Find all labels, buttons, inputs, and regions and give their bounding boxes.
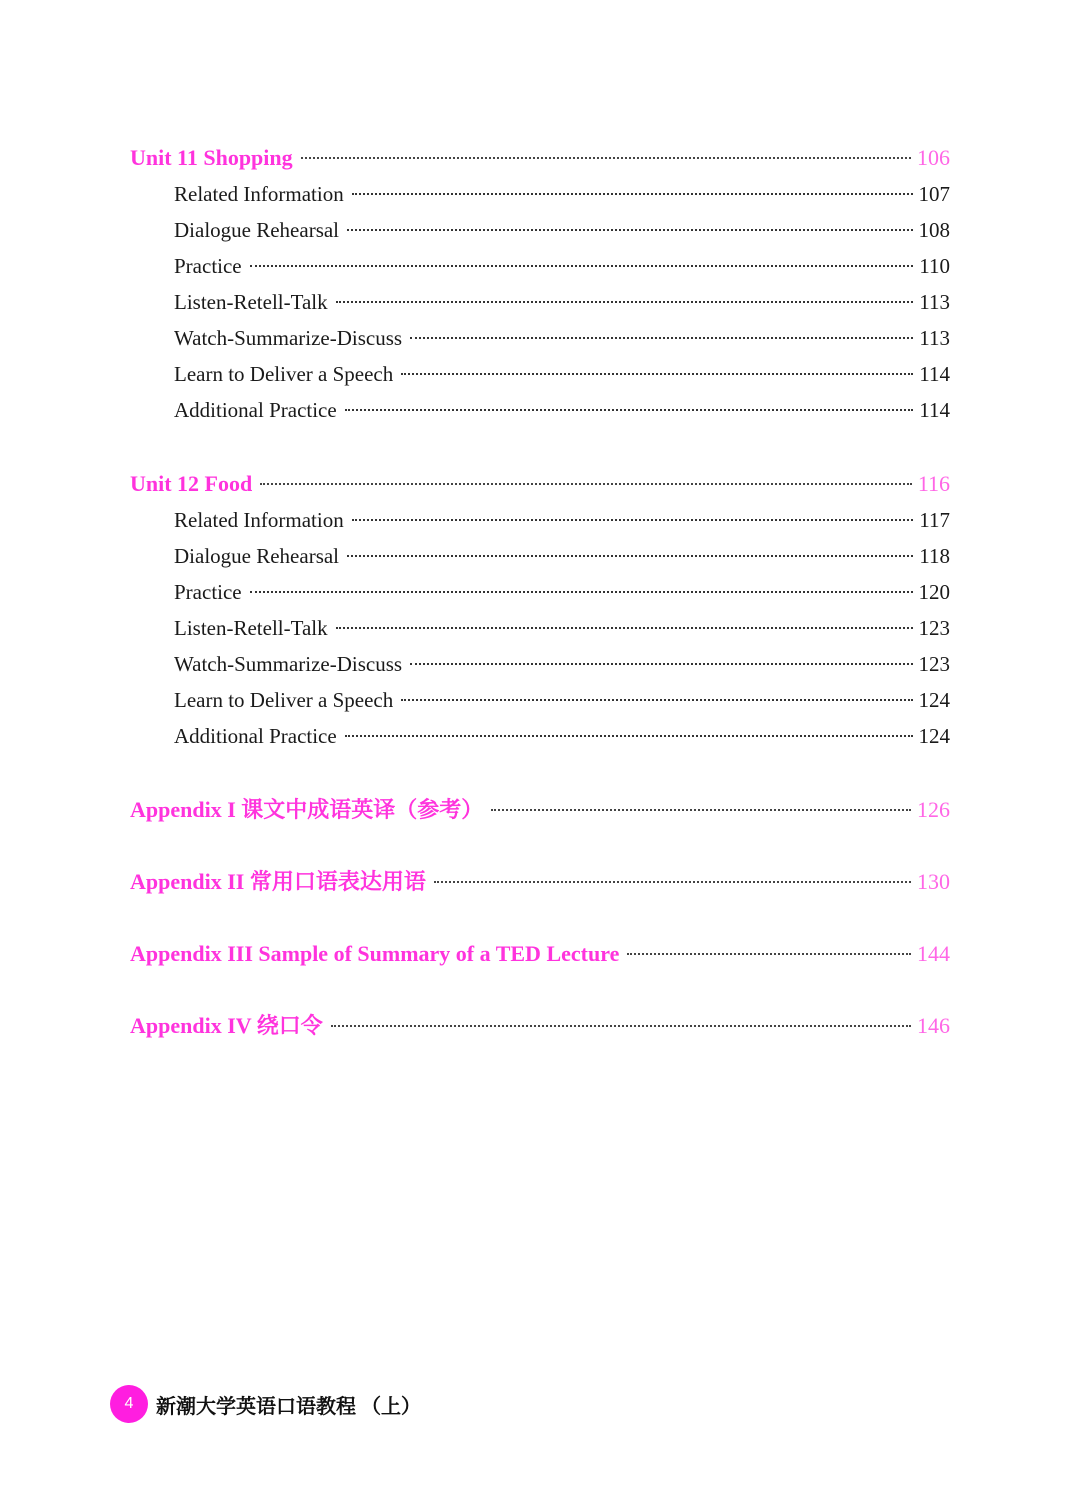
toc-entry[interactable]	[130, 502, 950, 538]
toc-entry-label: Watch-Summarize-Discuss	[174, 652, 403, 676]
toc-entry-page: 130	[917, 869, 950, 894]
toc-entry-page: 123	[918, 652, 950, 676]
leader-dots	[401, 373, 913, 375]
leader-dots	[336, 627, 913, 629]
toc-appendix-1[interactable]	[130, 792, 950, 828]
toc-appendix-2[interactable]	[130, 864, 950, 900]
toc-entry-page: 107	[918, 182, 950, 206]
leader-dots	[250, 591, 913, 593]
toc-entry[interactable]	[130, 718, 950, 754]
toc-entry[interactable]	[130, 284, 950, 320]
book-title: 新潮大学英语口语教程 （上）	[156, 1395, 421, 1418]
toc-entry-label: Additional Practice	[174, 398, 337, 422]
toc-appendix-4[interactable]	[130, 1008, 950, 1044]
toc-entry[interactable]	[130, 646, 950, 682]
toc-entry-page: 124	[918, 724, 950, 748]
leader-dots	[627, 953, 911, 955]
toc-unit-12-heading[interactable]	[130, 466, 950, 502]
toc-entry-page: 120	[918, 580, 950, 604]
page-number-badge: 4	[110, 1385, 148, 1423]
toc-entry[interactable]	[130, 574, 950, 610]
leader-dots	[401, 699, 912, 701]
toc-entry[interactable]	[130, 176, 950, 212]
leader-dots	[345, 409, 914, 411]
toc-entry-label: Related Information	[174, 508, 344, 532]
toc-entry-label: Related Information	[174, 182, 344, 206]
toc-entry-page: 146	[917, 1013, 950, 1038]
toc-entry-label: Dialogue Rehearsal	[174, 544, 340, 568]
section-spacer	[130, 428, 950, 466]
leader-dots	[250, 265, 914, 267]
toc-entry-page: 108	[918, 218, 950, 242]
leader-dots	[260, 483, 912, 485]
leader-dots	[347, 229, 912, 231]
toc-entry[interactable]	[130, 538, 950, 574]
leader-dots	[410, 337, 913, 339]
toc-appendix-3[interactable]	[130, 936, 950, 972]
toc-entry-page: 113	[919, 290, 950, 314]
leader-dots	[352, 519, 914, 521]
leader-dots	[352, 193, 913, 195]
toc-entry-page: 126	[917, 797, 950, 822]
section-spacer	[130, 972, 950, 1008]
toc-entry-label: Additional Practice	[174, 724, 337, 748]
toc-entry[interactable]	[130, 248, 950, 284]
page-footer	[110, 1385, 421, 1423]
toc-entry-page: 116	[917, 471, 950, 496]
toc-entry-label: Appendix II 常用口语表达用语	[130, 869, 426, 894]
toc-entry-page: 106	[917, 145, 950, 170]
toc-entry-page: 114	[919, 398, 950, 422]
toc-entry-label: Listen-Retell-Talk	[174, 290, 328, 314]
toc-entry-label: Practice	[174, 580, 242, 604]
toc-entry-page: 113	[919, 326, 950, 350]
toc-entry-label: Unit 12 Food	[130, 471, 253, 496]
section-spacer	[130, 900, 950, 936]
toc-unit-11-heading[interactable]	[130, 140, 950, 176]
toc-entry-label: Watch-Summarize-Discuss	[174, 326, 403, 350]
leader-dots	[331, 1025, 911, 1027]
leader-dots	[491, 809, 911, 811]
toc-entry-page: 114	[919, 362, 950, 386]
toc-entry-page: 117	[919, 508, 950, 532]
leader-dots	[301, 157, 911, 159]
toc-entry-page: 124	[918, 688, 950, 712]
table-of-contents	[130, 140, 950, 1044]
leader-dots	[345, 735, 913, 737]
leader-dots	[347, 555, 913, 557]
toc-entry-label: Listen-Retell-Talk	[174, 616, 328, 640]
toc-entry[interactable]	[130, 682, 950, 718]
toc-entry-label: Appendix III Sample of Summary of a TED Lecture	[130, 941, 620, 966]
toc-entry-page: 144	[917, 941, 950, 966]
toc-entry-label: Appendix I 课文中成语英译（参考）	[130, 797, 484, 822]
toc-entry-label: Appendix IV 绕口令	[130, 1013, 323, 1038]
toc-entry-page: 110	[919, 254, 950, 278]
section-spacer	[130, 828, 950, 864]
toc-entry-label: Dialogue Rehearsal	[174, 218, 340, 242]
toc-entry-label: Unit 11 Shopping	[130, 145, 293, 170]
toc-entry[interactable]	[130, 392, 950, 428]
toc-entry[interactable]	[130, 356, 950, 392]
toc-entry[interactable]	[130, 320, 950, 356]
toc-entry-page: 123	[918, 616, 950, 640]
leader-dots	[336, 301, 914, 303]
toc-entry-page: 118	[919, 544, 950, 568]
toc-entry[interactable]	[130, 212, 950, 248]
toc-entry-label: Practice	[174, 254, 242, 278]
section-spacer	[130, 754, 950, 792]
toc-entry[interactable]	[130, 610, 950, 646]
toc-entry-label: Learn to Deliver a Speech	[174, 688, 394, 712]
leader-dots	[434, 881, 911, 883]
leader-dots	[410, 663, 912, 665]
toc-entry-label: Learn to Deliver a Speech	[174, 362, 394, 386]
